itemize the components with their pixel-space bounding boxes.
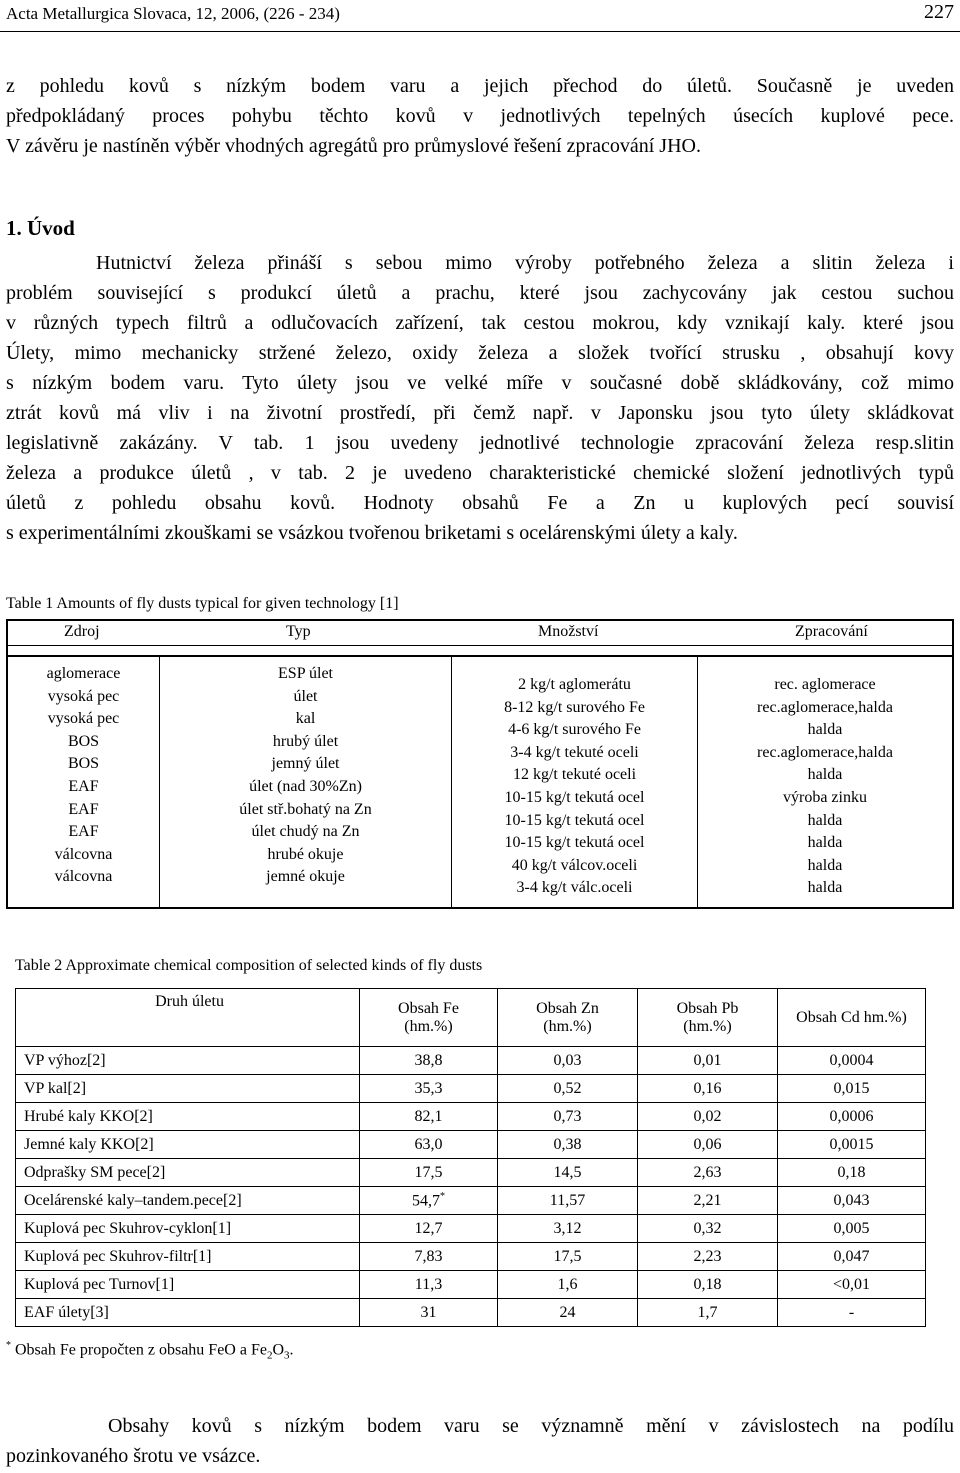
footnote-marker: * [440,1190,445,1202]
cell: 82,1 [360,1103,498,1131]
page-header [0,0,960,28]
cell: 0,015 [778,1075,926,1103]
table2-caption: Table 2 Approximate chemical composition of selected kinds of fly dusts [15,957,483,974]
cell: Jemné kaly KKO[2] [16,1131,360,1159]
text-line: pozinkovaného šrotu ve vsázce. [6,1445,261,1467]
cell: 0,16 [638,1075,778,1103]
footnote-text: Obsah Fe propočten z obsahu FeO a Fe [15,1341,267,1359]
cell: 17,5 [498,1243,638,1271]
text-line: z pohledu kovů s nízkým bodem varu a jejich přechod do úletů. Současně je uveden [6,75,954,97]
cell: halda [807,879,843,897]
cell: Kuplová pec Skuhrov-filtr[1] [16,1243,360,1271]
cell: Kuplová pec Turnov[1] [16,1271,360,1299]
cell: VP výhoz[2] [16,1047,360,1075]
cell: 10-15 kg/t tekutá ocel [504,834,645,852]
cell: 3-4 kg/t válc.oceli [516,879,633,897]
cell: 0,32 [638,1215,778,1243]
cell: úlet chudý na Zn [251,823,360,841]
table-row [16,1299,926,1327]
cell [360,1187,498,1215]
cell: ESP úlet [278,665,333,682]
text-line: legislativně zakázány. V tab. 1 jsou uvedeny jednotlivé technologie zpracování železa resp.slitin [6,432,954,454]
cell: úlet stř.bohatý na Zn [239,800,372,818]
table2-footnote [6,1340,294,1362]
cell: rec.aglomerace,halda [757,698,893,716]
cell: 0,06 [638,1131,778,1159]
cell: 0,0015 [778,1131,926,1159]
cell: 0,03 [498,1047,638,1075]
table1-col-zpracovani [698,655,952,907]
cell: 14,5 [498,1159,638,1187]
cell: hrubý úlet [272,732,339,750]
cell: 0,0006 [778,1103,926,1131]
cell: 0,18 [638,1271,778,1299]
cell: BOS [67,732,100,750]
cell: EAF [68,777,99,795]
cell: aglomerace [46,665,121,682]
cell: úlet (nad 30%Zn) [249,777,362,795]
table-row [16,1243,926,1271]
cell: 0,18 [778,1159,926,1187]
cell: 17,5 [360,1159,498,1187]
cell: výroba zinku [783,788,867,806]
cell: halda [807,721,843,739]
text-line: s nízkým bodem varu. Tyto úlety jsou ve velké míře v současné době skládkovány, což mimo [6,372,954,394]
cell: Odprašky SM pece[2] [16,1159,360,1187]
cell: halda [807,811,843,829]
cell: 0,73 [498,1103,638,1131]
table1-col-typ [160,655,452,907]
text-line: Úlety, mimo mechanicky stržené železo, oxidy železa a složek tvořící strusku , obsahují kovy [6,342,954,364]
text-line: s experimentálními zkouškami se vsázkou tvořenou briketami s ocelárenskými úlety a kaly. [6,522,738,544]
table-row [16,1159,926,1187]
cell: 40 kg/t válcov.oceli [511,856,638,874]
cell: válcovna [54,868,113,886]
intro-paragraph [6,71,954,161]
table2-header-druh: Druh úletu [16,989,360,1047]
cell: 2,63 [638,1159,778,1187]
cell: 0,52 [498,1075,638,1103]
cell: 10-15 kg/t tekutá ocel [504,788,645,806]
cell: VP kal[2] [16,1075,360,1103]
cell: 2 kg/t aglomerátu [518,676,631,693]
table2-header-cd: Obsah Cd hm.%) [778,989,926,1047]
closing-paragraph [6,1411,954,1471]
cell: 0,0004 [778,1047,926,1075]
cell: 38,8 [360,1047,498,1075]
subscript: 2 [266,1349,273,1362]
table1-header-typ: Typ [286,623,311,640]
cell: 11,57 [498,1187,638,1215]
table2 [15,988,926,1327]
cell: rec.aglomerace,halda [757,743,893,761]
cell: 0,047 [778,1243,926,1271]
text-line: problém související s produkcí úletů a prachu, které jsou zachycovány jak cestou suchou [6,282,954,304]
table1-header-mnozstvi: Množství [538,623,599,640]
cell: Ocelárenské kaly–tandem.pece[2] [16,1187,360,1215]
subscript: 3 [284,1349,290,1362]
table1-col-mnozstvi [452,655,698,907]
text-line: železa a produkce úletů , v tab. 2 je uvedeno charakteristické chemické složení jednotlivých typů [6,462,954,484]
footnote-text: O [272,1341,285,1359]
table-row [16,1131,926,1159]
text-line: předpokládaný proces pohybu těchto kovů v jednotlivých tepelných úsecích kuplové pece. [6,105,954,127]
cell: 0,02 [638,1103,778,1131]
table-row [16,1271,926,1299]
journal-citation: Acta Metallurgica Slovaca, 12, 2006, (226 - 234) [6,4,340,23]
cell: vysoká pec [47,710,120,728]
text-line: v různých typech filtrů a odlučovacích zařízení, tak cestou mokrou, kdy vznikají kaly. které jsou [6,312,954,334]
table-row [16,1187,926,1215]
table2-header-pb: Obsah Pb (hm.%) [638,989,778,1047]
cell: 7,83 [360,1243,498,1271]
cell: 35,3 [360,1075,498,1103]
body-paragraph [6,248,954,548]
table2-header-row [16,989,926,1047]
cell: halda [807,766,843,784]
cell: rec. aglomerace [774,676,876,693]
cell: - [778,1299,926,1327]
cell: BOS [67,755,100,773]
cell: 1,7 [638,1299,778,1327]
cell: 63,0 [360,1131,498,1159]
cell: 31 [360,1299,498,1327]
cell: halda [807,834,843,852]
cell: <0,01 [778,1271,926,1299]
table1-header-zdroj: Zdroj [64,623,100,640]
cell: 12 kg/t tekuté oceli [512,766,637,784]
cell: 24 [498,1299,638,1327]
cell-value: 54,7 [412,1192,440,1210]
cell: 4-6 kg/t surového Fe [508,721,641,739]
footnote-text: . [289,1341,294,1359]
cell: 8-12 kg/t surového Fe [504,698,645,716]
table2-header-zn: Obsah Zn (hm.%) [498,989,638,1047]
cell: halda [807,856,843,874]
cell: jemný úlet [271,755,340,773]
page-number: 227 [924,1,954,23]
table1-header-row [8,621,952,646]
cell: Hrubé kaly KKO[2] [16,1103,360,1131]
table-row [16,1215,926,1243]
cell: úlet [293,687,318,705]
cell: kal [295,710,316,728]
cell: 0,38 [498,1131,638,1159]
cell: 3,12 [498,1215,638,1243]
text-line: úletů z pohledu obsahu kovů. Hodnoty obsahů Fe a Zn u kuplových pecí souvisí [6,492,954,514]
cell: 2,23 [638,1243,778,1271]
text-line: ztrát kovů má vliv i na životní prostředí, při čemž např. v Japonsku jsou tyto úlety skládkovat [6,402,954,424]
cell: EAF úlety[3] [16,1299,360,1327]
table-row [16,1047,926,1075]
footnote-marker: * [6,1340,11,1351]
cell: 0,005 [778,1215,926,1243]
cell: vysoká pec [47,687,120,705]
cell: 0,01 [638,1047,778,1075]
cell: hrubé okuje [267,845,344,863]
table2-header-fe: Obsah Fe (hm.%) [360,989,498,1047]
table1-caption: Table 1 Amounts of fly dusts typical for given technology [1] [6,595,399,612]
cell: 0,043 [778,1187,926,1215]
header-rule [0,31,960,32]
cell: 2,21 [638,1187,778,1215]
text-line: Obsahy kovů s nízkým bodem varu se významně mění v závislostech na podílu [108,1415,954,1437]
cell: 12,7 [360,1215,498,1243]
table1-col-zdroj [8,655,160,907]
section-title: 1. Úvod [6,216,75,240]
cell: Kuplová pec Skuhrov-cyklon[1] [16,1215,360,1243]
table-row [16,1103,926,1131]
table1 [6,619,954,909]
cell: EAF [68,823,99,841]
text-line: V závěru je nastíněn výběr vhodných agregátů pro průmyslové řešení zpracování JHO. [6,135,701,157]
table1-header-zpracovani: Zpracování [795,623,868,640]
table-row [16,1075,926,1103]
cell: válcovna [54,845,113,863]
cell: 3-4 kg/t tekuté oceli [510,743,639,761]
cell: 1,6 [498,1271,638,1299]
cell: jemné okuje [266,868,345,886]
cell: 10-15 kg/t tekutá ocel [504,811,645,829]
text-line: Hutnictví železa přináší s sebou mimo výroby potřebného železa a slitin železa i [96,252,954,274]
cell: 11,3 [360,1271,498,1299]
cell: EAF [68,800,99,818]
